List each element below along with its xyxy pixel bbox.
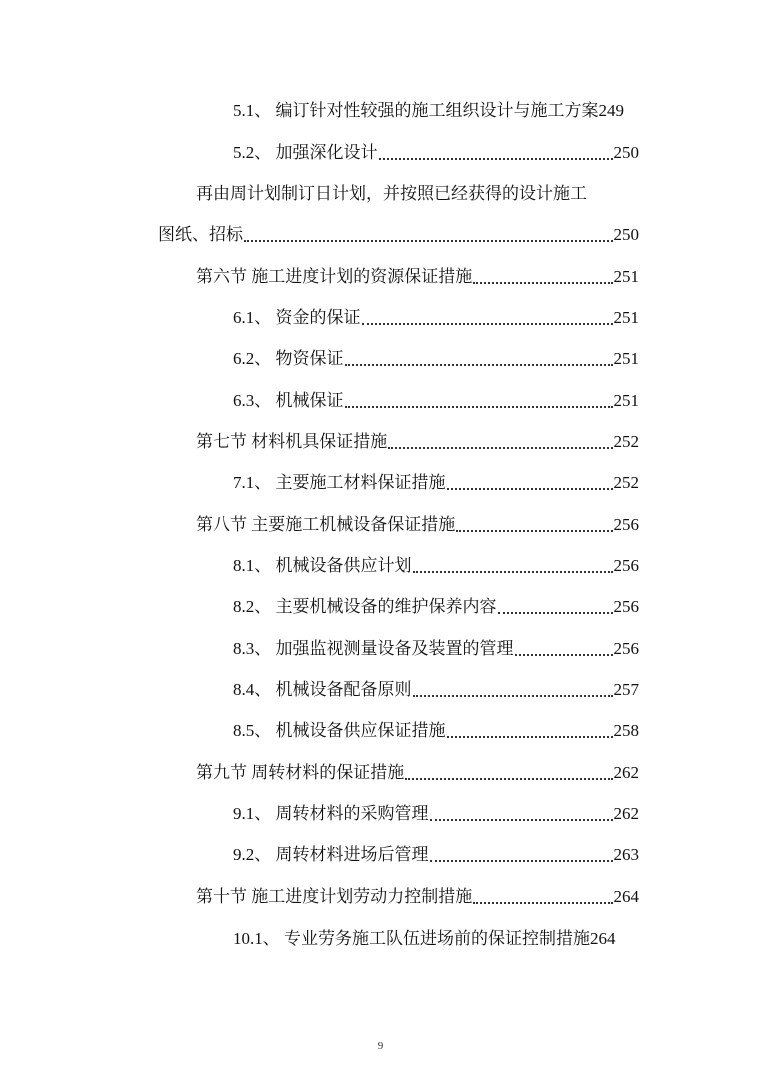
toc-leader-dots (379, 158, 613, 160)
toc-entry-label: 第九节 周转材料的保证措施 (196, 763, 405, 782)
toc-entry[interactable] (233, 843, 639, 867)
toc-entry-label: 第八节 主要施工机械设备保证措施 (196, 515, 456, 534)
toc-entry-page: 251 (613, 267, 639, 286)
toc-entry[interactable] (158, 223, 639, 247)
toc-entry-page: 256 (613, 556, 639, 575)
toc-leader-dots (388, 447, 612, 449)
toc-entry-label: 第十节 施工进度计划劳动力控制措施 (196, 887, 473, 906)
toc-leader-dots (473, 282, 612, 284)
toc-entry-page: 263 (613, 845, 639, 864)
toc-entry-page: 251 (613, 391, 639, 410)
toc-leader-dots (345, 406, 613, 408)
toc-entry[interactable] (233, 554, 639, 578)
toc-leader-dots (405, 778, 612, 780)
toc-entry[interactable] (233, 347, 639, 371)
toc-leader-dots (515, 654, 613, 656)
toc-entry[interactable] (233, 306, 639, 330)
toc-leader-dots (413, 695, 613, 697)
toc-entry-page: 251 (613, 308, 639, 327)
toc-entry-label: 8.5、 机械设备供应保证措施 (233, 721, 446, 740)
toc-entry[interactable] (233, 927, 653, 951)
toc-section-entry[interactable] (196, 430, 639, 454)
toc-entry-page: 264 (613, 887, 639, 906)
toc-leader-dots (413, 571, 613, 573)
toc-entry-page: 256 (613, 597, 639, 616)
toc-entry-label: 9.2、 周转材料进场后管理 (233, 845, 429, 864)
toc-entry-page: 257 (613, 680, 639, 699)
toc-entry[interactable] (233, 99, 653, 123)
toc-leader-dots (430, 860, 613, 862)
toc-entry-label: 5.2、 加强深化设计 (233, 143, 378, 162)
toc-section-entry[interactable] (196, 513, 639, 537)
toc-entry[interactable] (233, 141, 639, 165)
toc-entry[interactable] (233, 678, 639, 702)
toc-entry-page: 264 (590, 929, 616, 948)
toc-leader-dots (447, 488, 613, 490)
toc-section-entry[interactable] (196, 761, 639, 785)
toc-entry-page: 250 (613, 143, 639, 162)
toc-entry[interactable] (233, 389, 639, 413)
toc-section-entry[interactable] (196, 885, 639, 909)
toc-entry-page: 256 (613, 639, 639, 658)
toc-entry-page: 249 (598, 101, 624, 120)
toc-entry-label: 7.1、 主要施工材料保证措施 (233, 473, 446, 492)
toc-leader-dots (498, 612, 613, 614)
toc-section-entry[interactable] (196, 265, 639, 289)
toc-entry-label: 第六节 施工进度计划的资源保证措施 (196, 267, 473, 286)
toc-entry[interactable] (233, 471, 639, 495)
toc-entry-page: 262 (613, 763, 639, 782)
toc-entry-page: 251 (613, 349, 639, 368)
toc-entry[interactable] (233, 802, 639, 826)
toc-entry-label: 8.3、 加强监视测量设备及装置的管理 (233, 639, 514, 658)
toc-entry[interactable] (233, 595, 639, 619)
toc-entry-label: 8.2、 主要机械设备的维护保养内容 (233, 597, 497, 616)
toc-leader-dots (430, 819, 613, 821)
toc-entry-label: 6.2、 物资保证 (233, 349, 344, 368)
toc-leader-dots (456, 530, 612, 532)
toc-entry-page: 258 (613, 721, 639, 740)
page-number-footer: 9 (377, 1040, 384, 1052)
toc-entry-label: 6.3、 机械保证 (233, 391, 344, 410)
toc-leader-dots (447, 736, 613, 738)
toc-entry-label: 10.1、 专业劳务施工队伍进场前的保证控制措施 (233, 929, 590, 948)
toc-entry[interactable] (233, 637, 639, 661)
toc-leader-dots (244, 240, 613, 242)
toc-entry-page: 256 (613, 515, 639, 534)
toc-entry-page: 262 (613, 804, 639, 823)
toc-entry-label: 8.1、 机械设备供应计划 (233, 556, 412, 575)
toc-leader-dots (473, 902, 612, 904)
toc-entry-label: 5.1、 编订针对性较强的施工组织设计与施工方案 (233, 101, 599, 120)
toc-entry-page: 250 (613, 225, 639, 244)
toc-entry-page: 252 (613, 432, 639, 451)
toc-entry-label: 9.1、 周转材料的采购管理 (233, 804, 429, 823)
toc-leader-dots (345, 364, 613, 366)
toc-entry-label: 6.1、 资金的保证 (233, 308, 361, 327)
toc-entry[interactable] (233, 719, 639, 743)
toc-entry-label: 8.4、 机械设备配备原则 (233, 680, 412, 699)
toc-entry-label: 图纸、招标 (158, 225, 243, 244)
toc-entry-label: 第七节 材料机具保证措施 (196, 432, 388, 451)
toc-entry-page: 252 (613, 473, 639, 492)
toc-leader-dots (362, 323, 613, 325)
toc-entry-continuation: 再由周计划制订日计划，并按照已经获得的设计施工 (196, 184, 587, 203)
